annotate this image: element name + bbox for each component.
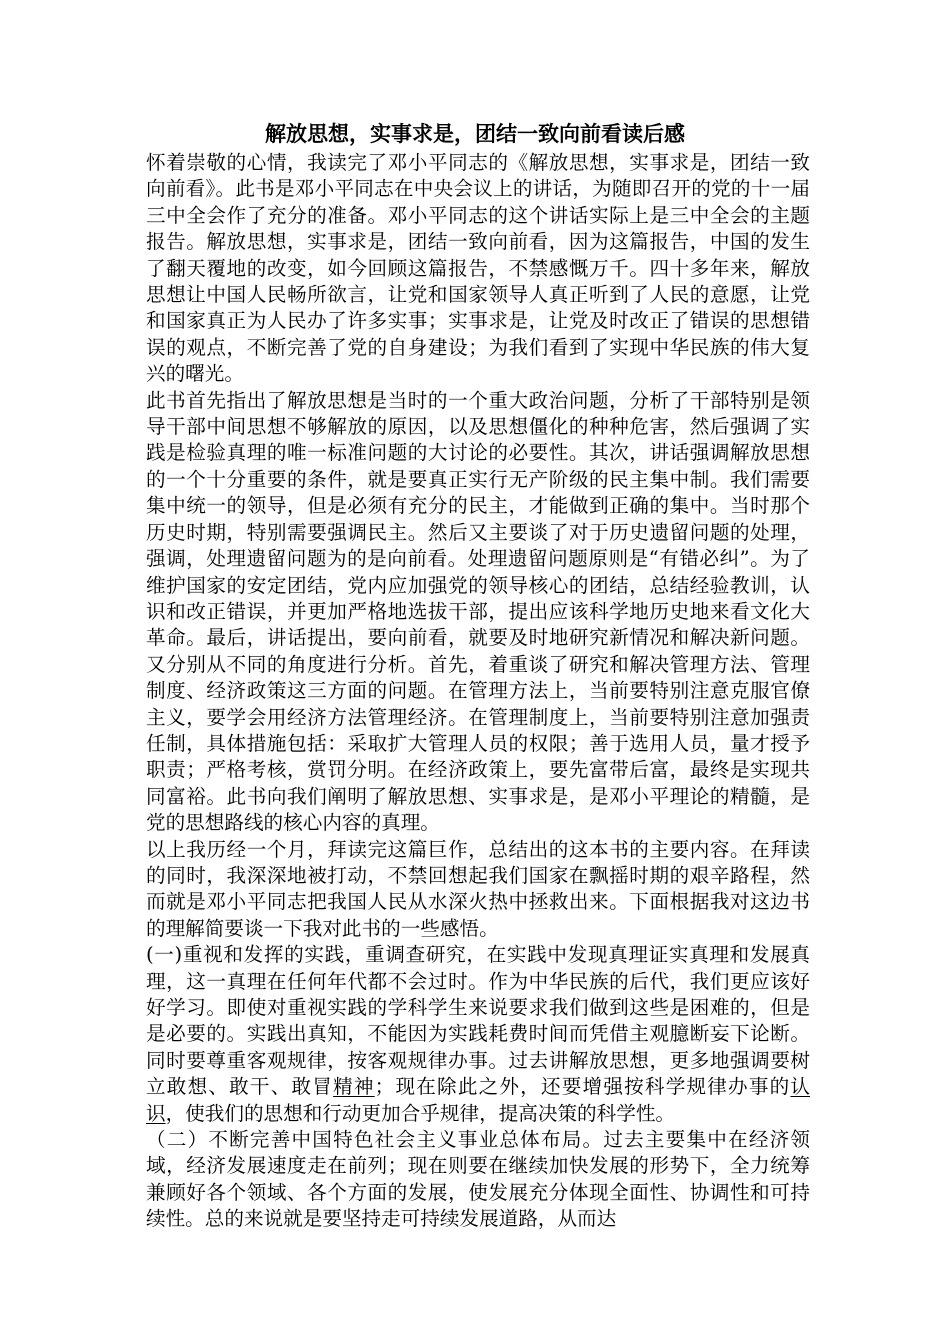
paragraph-point-one (146, 942, 810, 1127)
paragraph-intro: 怀着崇敬的心情，我读完了邓小平同志的《解放思想，实事求是，团结一致向前看》。此书是邓小平同志在中央会议上的讲话，为随即召开的党的十一届三中全会作了充分的准备。邓小平同志的这个讲话实际上是三中全会的主题报告。解放思想，实事求是，团结一致向前看，因为这篇报告，中国的发生了翻天覆地的改变，如今回顾这篇报告，不禁感慨万千。四十多年来，解放思想让中国人民畅所欲言，让党和国家领导人真正听到了人民的意愿，让党和国家真正为人民办了许多实事；实事求是，让党及时改正了错误的思想错误的观点，不断完善了党的自身建设；为我们看到了实现中华民族的伟大复兴的曙光。 (146, 151, 810, 386)
point-one-text-a: (一)重视和发挥的实践，重调查研究，在实践中发现真理证实真理和发展真理，这一真理在任何年代都不会过时。作为中华民族的后代，我们更应该好好学习。即使对重视实践的学科学生来说要求我们做到这些是困难的，但是是必要的。实践出真知，不能因为实践耗费时间而凭借主观臆断妄下论断。同时要尊重客观规律，按客观规律办事。过去讲解放思想，更多地强调要树立敢想、敢干、敢冒 (146, 943, 810, 1099)
underlined-word-spirit: 精神 (333, 1075, 375, 1099)
document-body (146, 150, 810, 1233)
underlined-word-awareness: 认识 (146, 1075, 811, 1125)
paragraph-summary: 此书首先指出了解放思想是当时的一个重大政治问题，分析了干部特别是领导干部中间思想不够解放的原因，以及思想僵化的种种危害，然后强调了实践是检验真理的唯一标准问题的大讨论的必要性。其次，讲话强调解放思想的一个十分重要的条件，就是要真正实行无产阶级的民主集中制。我们需要集中统一的领导，但是必须有充分的民主，才能做到正确的集中。当时那个历史时期，特别需要强调民主。然后又主要谈了对于历史遗留问题的处理，强调，处理遗留问题为的是向前看。处理遗留问题原则是“有错必纠”。为了维护国家的安定团结，党内应加强党的领导核心的团结，总结经验教训，认识和改正错误，并更加严格地选拔干部，提出应该科学地历史地来看文化大革命。最后，讲话提出，要向前看，就要及时地研究新情况和解决新问题。又分别从不同的角度进行分析。首先，着重谈了研究和解决管理方法、管理制度、经济政策这三方面的问题。在管理方法上，当前要特别注意克服官僚主义，要学会用经济方法管理经济。在管理制度上，当前要特别注意加强责任制，具体措施包括：采取扩大管理人员的权限；善于选用人员，量才授予职责；严格考核，赏罚分明。在经济政策上，要先富带后富，最终是实现共同富裕。此书向我们阐明了解放思想、实事求是，是邓小平理论的精髓，是党的思想路线的核心内容的真理。 (146, 388, 810, 835)
paragraph-transition: 以上我历经一个月，拜读完这篇巨作，总结出的这本书的主要内容。在拜读的同时，我深深地被打动，不禁回想起我们国家在飘摇时期的艰辛路程，然而就是邓小平同志把我国人民从水深火热中拯救出来。下面根据我对这边书的理解简要谈一下我对此书的一些感悟。 (146, 837, 810, 940)
paragraph-point-two: （二）不断完善中国特色社会主义事业总体布局。过去主要集中在经济领域，经济发展速度走在前列；现在则要在继续加快发展的形势下，全力统筹兼顾好各个领域、各个方面的发展，使发展充分体现全面性、协调性和可持续性。总的来说就是要坚持走可持续发展道路，从而达 (146, 1128, 810, 1231)
point-one-text-c: ，使我们的思想和行动更加合乎规律，提高决策的科学性。 (165, 1101, 676, 1125)
point-one-text-b: ；现在除此之外，还要增强按科学规律办事的 (374, 1075, 791, 1099)
document-title: 解放思想，实事求是，团结一致向前看读后感 (265, 121, 685, 146)
